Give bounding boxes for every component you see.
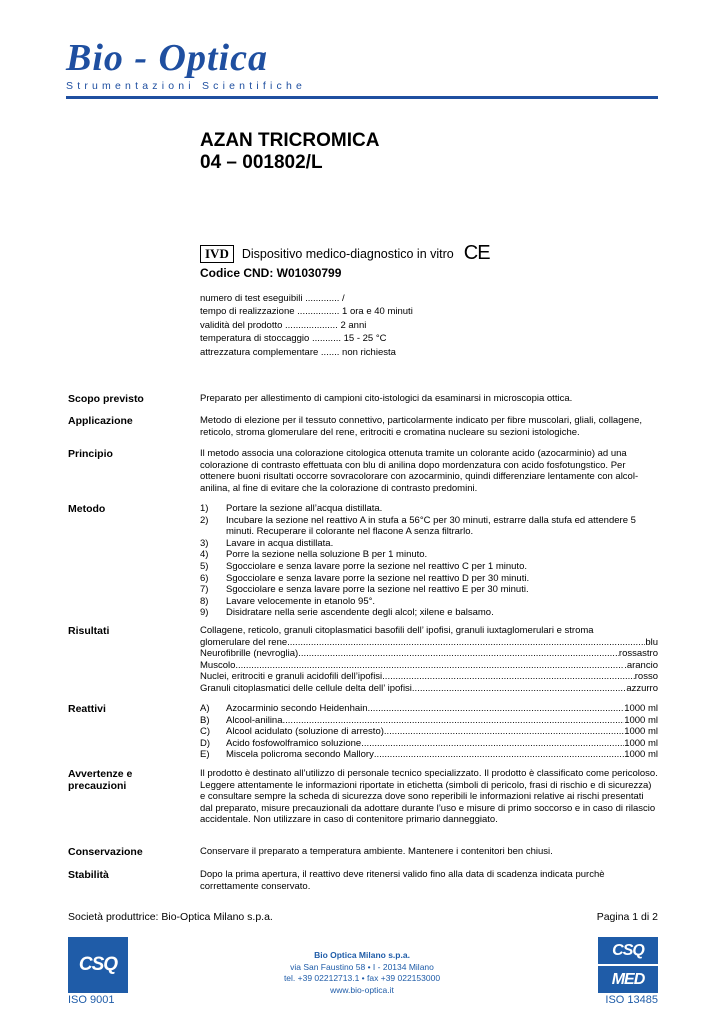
company-phone: tel. +39 02212713.1 • fax +39 022153000 [283,973,441,983]
spec-row: attrezzatura complementare ....... non richiesta [200,346,396,358]
results-list [200,625,658,695]
ce-mark-icon: CE [463,242,490,264]
list-item: glomerulare del rene ..... blu [200,637,658,649]
section-text: Conservare il preparato a temperatura ambiente. Mantenere i contenitori ben chiusi. [200,846,553,857]
section-label: Applicazione [68,415,133,427]
results-intro: Collagene, reticolo, granuli citoplasmatici basofili dell’ ipofisi, granuli iuxtaglomerulari e stroma [200,625,594,636]
cnd-code: Codice CND: W01030799 [200,266,342,280]
list-item: Neurofibrille (nevroglia) ..... rossastro [200,648,658,660]
section-label: Scopo previsto [68,393,144,405]
reagents-list [200,703,658,761]
iso-13485-label: ISO 13485 [605,994,658,1006]
section-label: Metodo [68,503,106,515]
document-title [200,130,379,174]
section-text: Dopo la prima apertura, il reattivo deve ritenersi valido fino alla data di scadenza indicata purchè correttamente conservato. [200,869,605,892]
company-info [200,950,524,996]
section-text: Il metodo associa una colorazione citologica ottenuta tramite un colorante acido (azocarminio) ad una colorazione di contrasto effettuata con blu di anilina dopo mordenzatura con acido fosfotungstico. Per ottenere buoni risultati occorre sovracolorare con azocarminio, quindi differenziare lentamente con alcol-anilina, al fine di evitare che la colorazione di contrasto predomini. [200,448,639,494]
list-item: Muscolo ..... .arancio [200,660,658,672]
method-steps [200,503,658,619]
list-item: 2) Incubare la sezione nel reattivo A in stufa a 56°C per 30 minuti, estrarre dalla stufa ed attendere 5 minuti. Recuperare il colorante nel flacone A senza filtrarlo. [200,514,636,538]
logo-subtitle: Strumentazioni Scientifiche [66,80,307,92]
list-item: C) Alcool acidulato (soluzione di arresto) ..... 1000 ml [200,726,658,738]
product-code: 04 – 001802/L [200,152,323,173]
csq-logo-icon: CSQ [68,937,128,993]
list-item: Nuclei, eritrociti e granuli acidofili dell’ipofisi ..... rosso [200,671,658,683]
ivd-text: Dispositivo medico-diagnostico in vitro [241,246,454,261]
section-label: Principio [68,448,113,460]
section-text: Preparato per allestimento di campioni cito-istologici da esaminarsi in microscopia ottica. [200,393,573,404]
company-name: Bio Optica Milano s.p.a. [314,950,410,960]
company-logo [66,38,306,98]
spec-list [200,292,413,359]
spec-row: numero di test eseguibili ............. / [200,293,345,304]
product-name: AZAN TRICROMICA [200,130,380,151]
section-label: Risultati [68,625,110,637]
list-item: 8) Lavare velocemente in etanolo 95°. [200,595,376,607]
list-item: A) Azocarminio secondo Heidenhain ..... 1000 ml [200,703,658,715]
company-address: via San Faustino 58 • I - 20134 Milano [290,961,434,972]
list-item: 7) Sgocciolare e senza lavare porre la sezione nel reattivo E per 30 minuti. [200,584,529,596]
spec-row: tempo di realizzazione ................ 1 ora e 40 minuti [200,306,413,318]
list-item: E) Miscela policroma secondo Mallory ..... 1000 ml [200,749,658,761]
spec-row: validità del prodotto .................... 2 anni [200,319,367,331]
producer-text: Società produttrice: Bio-Optica Milano s.p.a. [68,911,273,923]
section-label: Stabilità [68,869,109,881]
section-text: Il prodotto è destinato all’utilizzo di personale tecnico specializzato. Il prodotto è classificato come pericoloso. Leggere attentamente le informazioni riportate in etichetta (simboli di pericolo, frasi di rischio e di sicurezza) e consultare sempre la scheda di sicurezza dove sono reperibili le informazioni relative ai rischi presentati dal preparato, misure precauzionali da adottare durante l’uso e misure di primo soccorso e in caso di rilascio accidentale. Non utilizzare in caso di contenitore primario danneggiato. [200,768,658,826]
list-item: 6) Sgocciolare e senza lavare porre la sezione nel reattivo D per 30 minuti. [200,572,530,584]
company-website[interactable]: www.bio-optica.it [330,984,394,995]
csq-med-logo-icon: CSQ MED [598,937,658,993]
section-text: Metodo di elezione per il tessuto connettivo, particolarmente indicato per fibre muscolari, gliali, collagene, reticolo, stroma glomerulare del rene, eritrociti e cromatina nucleare su sezioni istologiche. [200,415,642,438]
section-label: Avvertenze e precauzioni [68,768,133,792]
list-item: 5) Sgocciolare e senza lavare porre la sezione nel reattivo C per 1 minuto. [200,560,527,572]
iso-9001-label: ISO 9001 [68,994,115,1006]
section-label: Conservazione [68,846,143,858]
list-item: B) Alcool-anilina ..... 1000 ml [200,715,658,727]
header-divider [66,96,658,99]
spec-row: temperatura di stoccaggio ........... 15 - 25 °C [200,333,387,345]
list-item: 4) Porre la sezione nella soluzione B per 1 minuto. [200,549,428,561]
list-item: 3) Lavare in acqua distillata. [200,537,334,549]
list-item: 9) Disidratare nella serie ascendente degli alcol; xilene e balsamo. [200,607,494,619]
ivd-badge: IVD [200,245,234,263]
logo-title: Bio - Optica [66,37,268,79]
list-item: 1) Portare la sezione all’acqua distillata. [200,503,383,514]
list-item: D) Acido fosfowolframico soluzione ..... 1000 ml [200,738,658,750]
list-item: Granuli citoplasmatici delle cellule delta dell’ ipofisi ..... azzurro [200,683,658,695]
page-number: Pagina 1 di 2 [596,911,658,923]
ivd-line [200,242,490,265]
section-label: Reattivi [68,703,106,715]
